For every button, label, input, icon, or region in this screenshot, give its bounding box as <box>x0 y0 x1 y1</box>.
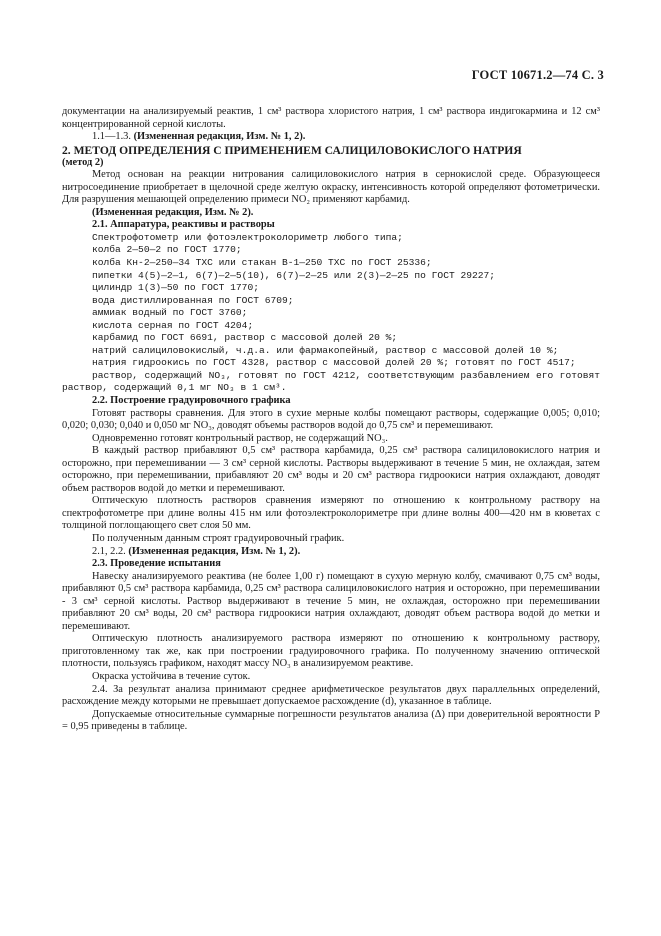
apparatus-heading: 2.1. Аппаратура, реактивы и растворы <box>92 219 275 231</box>
apparatus-item: кислота серная по ГОСТ 4204; <box>92 319 254 331</box>
no3-solution-item: раствор, содержащий NO₃, готовят по ГОСТ 4212, соответствующим разбавлением его готовят раствор, содержащий 0,1 мг NO₃ в 1 см³. <box>62 369 600 394</box>
test-paragraph: Окраска устойчива в течение суток. <box>92 671 251 683</box>
apparatus-item: аммиак водный по ГОСТ 3760; <box>92 307 248 319</box>
amendment-text: (Измененная редакция, Изм. № 1, 2). <box>133 131 306 143</box>
amendment-ref: 2.1, 2.2. <box>92 545 126 557</box>
amendment-ref: 1.1—1.3. <box>92 131 131 143</box>
calibration-paragraph: По полученным данным строят градуировочный график. <box>92 533 345 544</box>
amendment-note-1 <box>62 131 600 144</box>
calibration-paragraph: Оптическую плотность растворов сравнения измеряют по отношению к контрольному раствору на спектрофотометре при длине волны 415 нм или фотоэлектроколориметре при длине волны 400—420 нм в кюветах с толщиной поглощающего свет слоя 50 мм. <box>62 495 600 532</box>
test-paragraph: Навеску анализируемого реактива (не более 1,00 г) помещают в сухую мерную колбу, смачивают 0,75 см³ воды, прибавляют 0,5 см³ раствора карбамида, 0,25 см³ раствора салициловокислого натрия и осторожно, при перемешивании - 3 см³ серной кислоты. Раствор выдерживают в течение 5 мин, не охлаждая, осторожно при перемешивании прибавляют 20 см³ воды, 20 см³ раствора гидроокиси натрия охлаждают, доводят объем раствора водой до метки и перемешивают. <box>62 570 600 632</box>
apparatus-item: натрия гидроокись по ГОСТ 4328, раствор с массовой долей 20 %; готовят по ГОСТ 4517; <box>92 357 576 369</box>
intro-paragraph: документации на анализируемый реактив, 1 см³ раствора хлористого натрия, 1 см³ раствора индигокармина и 12 см³ концентрированной серной кислоты. <box>62 106 600 130</box>
amendment-text: (Измененная редакция, Изм. № 1, 2). <box>128 545 301 557</box>
result-paragraph: Допускаемые относительные суммарные погрешности результатов анализа (Δ) при доверительной вероятности P = 0,95 приведены в таблице. <box>62 708 600 733</box>
apparatus-item: вода дистиллированная по ГОСТ 6709; <box>92 294 294 306</box>
page-header: ГОСТ 10671.2—74 С. 3 <box>471 68 604 82</box>
apparatus-item: пипетки 4(5)—2—1, 6(7)—2—5(10), 6(7)—2—25 или 2(3)—2—25 по ГОСТ 29227; <box>92 269 496 281</box>
test-paragraph: Оптическую плотность анализируемого раствора измеряют по отношению к контрольному раствору, приготовленному так же, как при построении градуировочного графика. По полученному значению оптической плотности, пользуясь графиком, находят массу NO₃ в анализируемом реактиве. <box>62 633 600 670</box>
document-body <box>62 106 600 734</box>
apparatus-item: натрий салициловокислый, ч.д.а. или фармакопейный, раствор с массовой долей 10 %; <box>92 344 559 356</box>
calibration-paragraph: В каждый раствор прибавляют 0,5 см³ раствора карбамида, 0,25 см³ раствора салициловокислого натрия и осторожно, при перемешивании — 3 см³ серной кислоты. Растворы выдерживают в течение 5 мин, не охлаждая, затем осторожно, при перемешивании, прибавляют 20 см³ воды и 20 см³ раствора гидроокиси натрия охлаждают, доводят объем растворов водой до метки и перемешивают. <box>62 445 600 494</box>
calibration-heading: 2.2. Построение градуировочного графика <box>92 394 291 406</box>
apparatus-item: колба 2—50—2 по ГОСТ 1770; <box>92 244 242 256</box>
section-subtitle: (метод 2) <box>62 156 104 168</box>
principle-amendment: (Измененная редакция, Изм. № 2). <box>92 206 254 218</box>
method-principle: Метод основан на реакции нитрования салициловокислого натрия в сернокислой среде. Образующееся нитросоединение приобретает в щелочной среде желтую окраску, интенсивность которой определяют фотометрически. Для разрушения мешающей определению примеси NO₂ применяют карбамид. <box>62 169 600 206</box>
test-heading: 2.3. Проведение испытания <box>92 558 221 570</box>
apparatus-item: карбамид по ГОСТ 6691, раствор с массовой долей 20 %; <box>92 332 398 344</box>
result-paragraph: 2.4. За результат анализа принимают среднее арифметическое результатов двух параллельных определений, расхождение между которыми не превышает допускаемое расхождение (d), указанное в таблице. <box>62 683 600 708</box>
amendment-note-2 <box>62 546 600 559</box>
section-title: 2. МЕТОД ОПРЕДЕЛЕНИЯ С ПРИМЕНЕНИЕМ САЛИЦИЛОВОКИСЛОГО НАТРИЯ <box>62 143 522 157</box>
calibration-paragraph: Одновременно готовят контрольный раствор, не содержащий NO₃. <box>92 432 388 444</box>
apparatus-item: Спектрофотометр или фотоэлектроколориметр любого типа; <box>92 231 403 243</box>
apparatus-item: цилиндр 1(3)—50 по ГОСТ 1770; <box>92 282 259 294</box>
apparatus-item: колба Кн-2—250—34 ТХС или стакан В-1—250 ТХС по ГОСТ 25336; <box>92 256 432 268</box>
calibration-paragraph: Готовят растворы сравнения. Для этого в сухие мерные колбы помещают растворы, содержащие 0,005; 0,010; 0,020; 0,030; 0,040 и 0,050 мг NO₃, доводят объемы растворов водой до 0,75 см³ и перемешивают. <box>62 407 600 432</box>
